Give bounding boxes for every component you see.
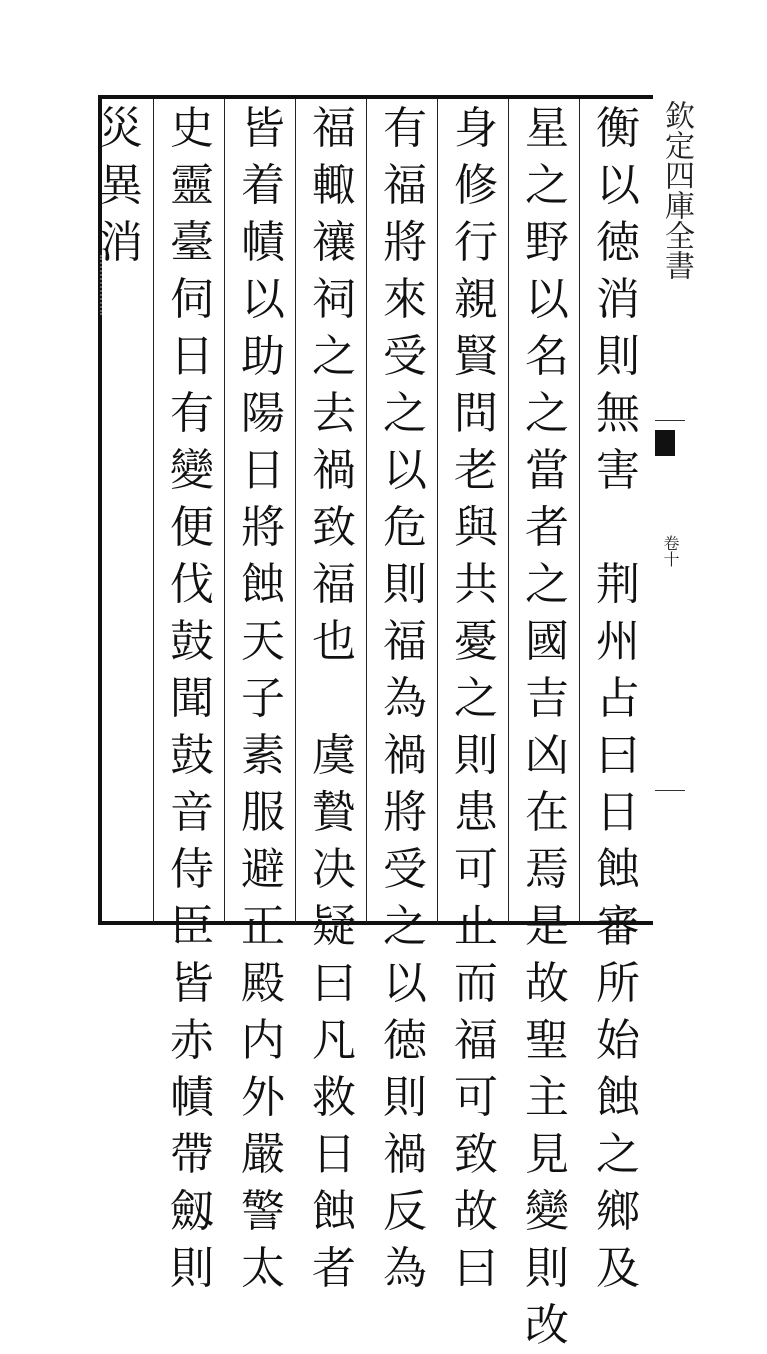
text-column-1: 衡 以 徳 消 則 無 害 荆 州 占 曰 日 蝕 審 所 始 蝕 之 鄉 及 xyxy=(596,103,640,1294)
fish-tail-mark xyxy=(655,430,675,456)
text-column-5: 福 輙 禳 祠 之 去 禍 致 福 也 虞 贄 决 疑 曰 凡 救 日 蝕 者 xyxy=(312,103,356,1294)
column-rule xyxy=(366,99,367,923)
book-title: 欽定四庫全書 xyxy=(659,100,694,280)
column-rule xyxy=(508,99,509,923)
column-rule xyxy=(153,99,154,923)
column-rule xyxy=(579,99,580,923)
margin-tick-2 xyxy=(655,790,685,791)
text-column-8: 災 異 消 xyxy=(99,103,143,268)
page-margin xyxy=(655,90,694,930)
text-column-2: 星 之 野 以 名 之 當 者 之 國 吉 凶 在 焉 是 故 聖 主 見 變 則 改 xyxy=(525,103,569,1351)
text-column-6: 皆 着 幘 以 助 陽 日 將 蝕 天 子 素 服 避 正 殿 内 外 嚴 警 太 xyxy=(241,103,285,1294)
column-rule xyxy=(437,99,438,923)
column-rule xyxy=(295,99,296,923)
margin-tick-1 xyxy=(655,420,685,421)
text-column-3: 身 修 行 親 賢 問 老 與 共 憂 之 則 患 可 止 而 福 可 致 故 曰 xyxy=(454,103,498,1294)
text-column-4: 有 福 將 來 受 之 以 危 則 福 為 禍 將 受 之 以 徳 則 禍 反 為 xyxy=(383,103,427,1294)
text-column-7: 史 靈 臺 伺 日 有 變 便 伐 鼓 聞 鼓 音 侍 臣 皆 赤 幘 帶 劔 則 xyxy=(170,103,214,1294)
volume-label: 卷十 xyxy=(661,535,680,567)
column-rule xyxy=(224,99,225,923)
